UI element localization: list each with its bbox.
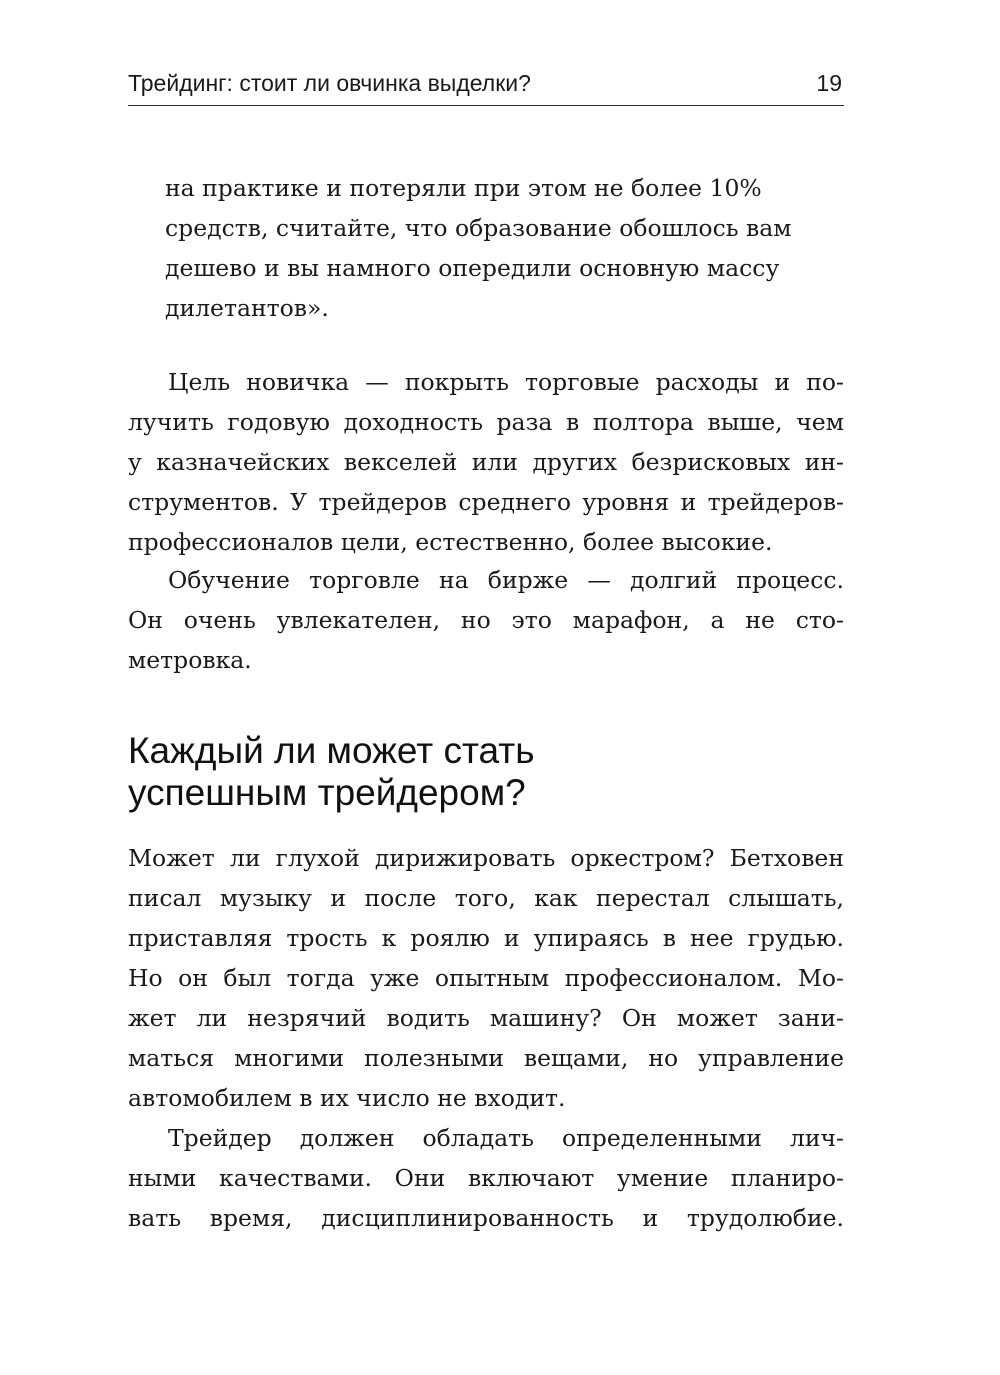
running-head <box>128 68 844 106</box>
text-line: Цель новичка — покрыть торговые расходы и по- <box>168 368 844 396</box>
text-line: лучить годовую доходность раза в полтора выше, чем <box>128 408 844 436</box>
text-line: на практике и потеряли при этом не более 10% <box>165 174 762 202</box>
running-head-title: Трейдинг: стоит ли овчинка выделки? <box>128 70 531 96</box>
heading-line: успешным трейдером? <box>128 772 526 813</box>
text-line: писал музыку и после того, как перестал слышать, <box>128 884 844 912</box>
page-number: 19 <box>816 70 842 96</box>
text-line: струментов. У трейдеров среднего уровня и трейдеров- <box>128 488 844 516</box>
section-heading <box>128 730 844 814</box>
text-line: у казначейских векселей или других безрисковых ин- <box>128 448 844 476</box>
text-line: приставляя трость к роялю и упираясь в нее грудью. <box>128 924 844 952</box>
text-line: Трейдер должен обладать определенными лич- <box>168 1124 844 1152</box>
heading-line: Каждый ли может стать <box>128 730 535 771</box>
text-line: средств, считайте, что образование обошлось вам <box>165 214 792 242</box>
text-line: жет ли незрячий водить машину? Он может зани- <box>128 1004 844 1032</box>
text-line: ными качествами. Они включают умение планиро- <box>128 1164 844 1192</box>
text-line: Но он был тогда уже опытным профессионалом. Мо- <box>128 964 844 992</box>
text-line: Обучение торговле на бирже — долгий процесс. <box>168 566 844 594</box>
text-line: дилетантов». <box>165 294 329 322</box>
text-line: маться многими полезными вещами, но управление <box>128 1044 844 1072</box>
text-line: Может ли глухой дирижировать оркестром? Бетховен <box>128 844 844 872</box>
text-line: Он очень увлекателен, но это марафон, а не сто- <box>128 606 844 634</box>
text-line: дешево и вы намного опередили основную массу <box>165 254 780 282</box>
text-line: метровка. <box>128 646 252 674</box>
text-line: вать время, дисциплинированность и трудолюбие. <box>128 1204 844 1232</box>
text-line: профессионалов цели, естественно, более высокие. <box>128 528 773 556</box>
text-line: автомобилем в их число не входит. <box>128 1084 566 1112</box>
